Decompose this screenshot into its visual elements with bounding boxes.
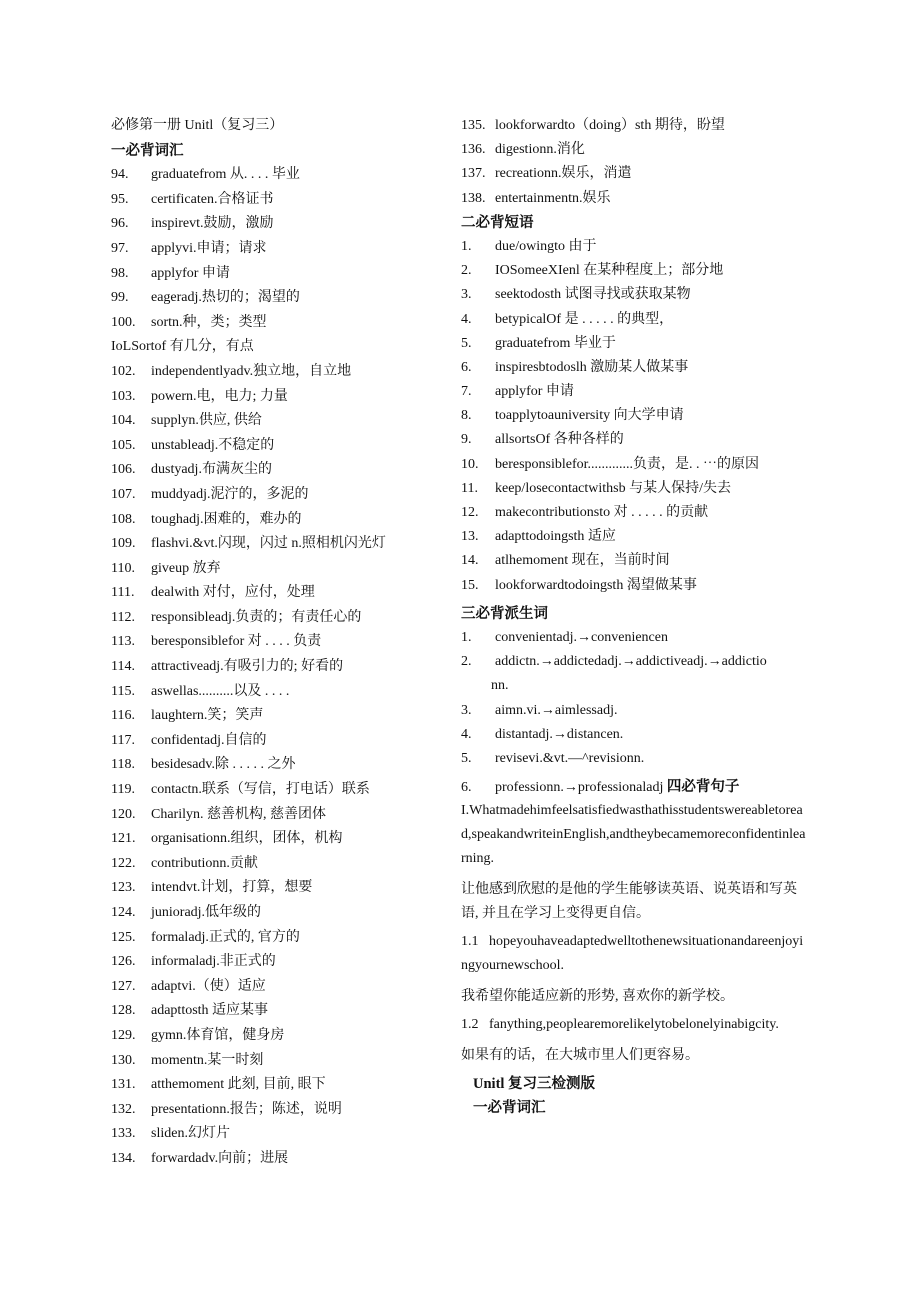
- item-number: 1.: [461, 629, 472, 645]
- list-item: [111, 1122, 446, 1147]
- list-item: [111, 999, 446, 1024]
- list-item: [461, 187, 806, 211]
- item-text: responsibleadj.负责的；有责任心的: [151, 609, 362, 625]
- list-item: [111, 335, 446, 360]
- item-text: sliden.幻灯片: [151, 1126, 230, 1142]
- item-text: muddyadj.泥泞的，多泥的: [151, 486, 309, 502]
- list-item: [111, 508, 446, 533]
- item-number: 95.: [111, 191, 129, 207]
- list-item: [461, 747, 806, 771]
- item-number: 114.: [111, 659, 135, 675]
- list-item: [461, 674, 806, 698]
- sentence-2-text: hopeyouhaveadaptedwelltothenewsituationandareenjoyingyournewschool.: [461, 934, 804, 974]
- item-number: 6.: [461, 780, 472, 796]
- item-text: applyfor 申请: [151, 265, 230, 281]
- item-number: 135.: [461, 118, 486, 133]
- list-item: [461, 332, 806, 356]
- item-text: dustyadj.布满灰尘的: [151, 462, 272, 478]
- item-text: distantadj.→distancen.: [495, 726, 624, 742]
- list-item: [461, 162, 806, 186]
- vocabulary-list-continued: [461, 114, 806, 211]
- list-item: [111, 1024, 446, 1049]
- list-item: [111, 901, 446, 926]
- section-heading-phrases: 二必背短语: [461, 214, 534, 231]
- test-version-title: Unitl 复习三检测版: [473, 1076, 596, 1093]
- item-text: seektodosth 试图寻找或获取某物: [495, 287, 691, 303]
- item-number: 99.: [111, 290, 129, 306]
- item-number: 124.: [111, 905, 136, 920]
- item-number: 96.: [111, 216, 129, 232]
- list-item: [111, 360, 446, 385]
- item-text: besidesadv.除 . . . . . 之外: [151, 757, 296, 773]
- item-number: 129.: [111, 1027, 136, 1043]
- item-text: unstableadj.不稳定的: [151, 437, 275, 453]
- item-number: 111.: [111, 585, 135, 601]
- list-item: [111, 753, 446, 778]
- item-number: 3.: [461, 702, 472, 718]
- item-number: 9.: [461, 432, 472, 448]
- item-number: 112.: [111, 609, 135, 625]
- left-column: [111, 114, 446, 1172]
- item-number: 2.: [461, 654, 472, 670]
- item-text: adapttosth 适应某事: [151, 1003, 269, 1019]
- item-number: 14.: [461, 553, 479, 569]
- list-item: [461, 626, 806, 650]
- right-column: [461, 114, 806, 1121]
- item-number: 11.: [461, 480, 478, 496]
- list-item: [461, 356, 806, 380]
- item-text: formaladj.正式的, 官方的: [151, 929, 300, 945]
- item-text: presentationn.报告；陈述，说明: [151, 1101, 342, 1117]
- item-number: 3.: [461, 287, 472, 303]
- item-number: 6.: [461, 359, 472, 375]
- item-number: 10.: [461, 456, 479, 472]
- item-number: 125.: [111, 929, 136, 945]
- list-item: [111, 483, 446, 508]
- sentence-1-english: I.Whatmadehimfeelsatisfiedwasthathisstudentswereabletoread,speakandwriteinEnglish,andtheybecamemoreconfidentinlearning.: [461, 803, 806, 867]
- item-text: professionn.→professionaladj: [495, 780, 664, 796]
- list-item: [461, 428, 806, 452]
- list-item: [111, 655, 446, 680]
- sentence-3-number: 1.2: [461, 1017, 479, 1033]
- list-item: [111, 385, 446, 410]
- item-text: IOSomeeXIenl 在某种程度上；部分地: [495, 263, 724, 279]
- list-item: [111, 975, 446, 1000]
- sentence-2-english: [461, 930, 806, 978]
- item-number: 133.: [111, 1126, 136, 1142]
- sentence-2-chinese: 我希望你能适应新的形势, 喜欢你的新学校。: [461, 989, 734, 1005]
- list-item: [111, 237, 446, 262]
- list-item: [111, 606, 446, 631]
- list-item: [461, 699, 806, 723]
- item-text: independentlyadv.独立地，自立地: [151, 363, 352, 379]
- list-item: [111, 729, 446, 754]
- item-text: atlhemoment 现在，当前时间: [495, 553, 670, 569]
- item-text: dealwith 对付，应付，处理: [151, 585, 315, 601]
- item-text: aswellas..........以及 . . . .: [151, 683, 290, 699]
- item-text: applyvi.申请；请求: [151, 240, 267, 256]
- list-item: [461, 525, 806, 549]
- item-text: organisationn.组织，团体，机构: [151, 831, 343, 847]
- item-number: 2.: [461, 263, 472, 279]
- item-text: giveup 放弃: [151, 560, 221, 576]
- item-number: 137.: [461, 166, 486, 182]
- list-item: [111, 803, 446, 828]
- item-number: 7.: [461, 384, 472, 400]
- list-item: [461, 775, 806, 799]
- document-title: 必修第一册 Unitl（复习三）: [111, 118, 284, 133]
- list-item: [111, 778, 446, 803]
- list-item: [111, 188, 446, 213]
- item-number: 138.: [461, 190, 486, 206]
- item-text: makecontributionsto 对 . . . . . 的贡献: [495, 505, 709, 520]
- list-item: [111, 557, 446, 582]
- item-text: recreationn.娱乐，消遣: [495, 166, 632, 182]
- item-number: 103.: [111, 388, 136, 404]
- list-item: [461, 453, 806, 477]
- list-item: [111, 1098, 446, 1123]
- list-item: [111, 827, 446, 852]
- item-number: 4.: [461, 726, 472, 742]
- list-item: [111, 434, 446, 459]
- item-text: convenientadj.→conveniencen: [495, 629, 668, 645]
- list-item: [461, 308, 806, 332]
- item-text: powern.电，电力; 力量: [151, 388, 288, 404]
- item-number: 12.: [461, 505, 479, 520]
- list-item: [111, 212, 446, 237]
- item-number: 97.: [111, 240, 129, 256]
- item-number: 105.: [111, 437, 136, 453]
- section-heading-sentences: 四必背句子: [666, 779, 740, 796]
- derived-word-list: [461, 626, 806, 771]
- item-text: adapttodoingsth 适应: [495, 529, 616, 545]
- item-text: graduatefrom 毕业于: [495, 335, 616, 351]
- item-text: due/owingto 由于: [495, 238, 597, 254]
- item-text: nn.: [491, 678, 509, 694]
- list-item: [461, 404, 806, 428]
- item-text: inspiresbtodoslh 激励某人做某事: [495, 359, 689, 375]
- item-number: 118.: [111, 757, 135, 773]
- item-text: Charilyn. 慈善机构, 慈善团体: [151, 806, 326, 822]
- item-text: IoLSortof 有几分，有点: [111, 339, 254, 355]
- list-item: [111, 630, 446, 655]
- item-text: toapplytoauniversity 向大学申请: [495, 408, 684, 424]
- item-text: sortn.种，类；类型: [151, 314, 267, 330]
- item-text: addictn.→addictedadj.→addictiveadj.→addictio: [495, 654, 767, 670]
- item-text: inspirevt.鼓励，激励: [151, 216, 274, 232]
- item-number: 100.: [111, 314, 136, 330]
- item-number: 116.: [111, 708, 135, 724]
- list-item: [461, 259, 806, 283]
- item-number: 123.: [111, 880, 136, 896]
- list-item: [111, 926, 446, 951]
- item-number: 106.: [111, 462, 136, 478]
- item-number: 131.: [111, 1077, 136, 1093]
- item-number: 108.: [111, 511, 136, 527]
- list-item: [111, 876, 446, 901]
- item-text: entertainmentn.娱乐: [495, 190, 611, 206]
- item-text: contributionn.贡献: [151, 855, 258, 871]
- item-number: 8.: [461, 408, 472, 424]
- item-number: 127.: [111, 978, 136, 994]
- item-number: 104.: [111, 413, 136, 429]
- list-item: [111, 1073, 446, 1098]
- section-heading-vocabulary: 一必背词汇: [111, 142, 184, 159]
- item-text: aimn.vi.→aimlessadj.: [495, 702, 618, 718]
- sentence-2-number: 1.1: [461, 934, 479, 950]
- item-number: 5.: [461, 335, 472, 351]
- item-text: informaladj.非正式的: [151, 954, 276, 970]
- item-text: allsortsOf 各种各样的: [495, 432, 624, 448]
- item-text: beresponsiblefor 对 . . . . 负责: [151, 634, 322, 650]
- item-text: confidentadj.自信的: [151, 732, 267, 748]
- sentence-3-text: fanything,peoplearemorelikelytobelonelyinabigcity.: [489, 1017, 779, 1033]
- item-number: 113.: [111, 634, 135, 650]
- item-number: 122.: [111, 855, 136, 871]
- item-text: intendvt.计划，打算，想要: [151, 880, 313, 896]
- section-heading-test-vocabulary: 一必背词汇: [473, 1100, 546, 1117]
- list-item: [111, 286, 446, 311]
- list-item: [461, 650, 806, 674]
- list-item: [461, 723, 806, 747]
- list-item: [111, 1049, 446, 1074]
- sentence-1-chinese: 让他感到欣慰的是他的学生能够读英语、说英语和写英语, 并且在学习上变得更自信。: [461, 882, 797, 922]
- item-number: 110.: [111, 560, 135, 576]
- item-number: 121.: [111, 831, 136, 847]
- item-text: atthemoment 此刻, 目前, 眼下: [151, 1077, 326, 1093]
- item-number: 136.: [461, 142, 486, 158]
- item-text: eageradj.热切的；渴望的: [151, 290, 300, 306]
- list-item: [111, 950, 446, 975]
- item-number: 115.: [111, 683, 135, 699]
- item-text: adaptvi.（使）适应: [151, 978, 266, 994]
- list-item: [111, 1147, 446, 1172]
- list-item: [461, 501, 806, 525]
- list-item: [111, 532, 446, 557]
- list-item: [111, 852, 446, 877]
- item-text: certificaten.合格证书: [151, 191, 274, 207]
- list-item: [461, 549, 806, 573]
- list-item: [461, 574, 806, 598]
- item-text: flashvi.&vt.闪现，闪过 n.照相机闪光灯: [151, 536, 386, 552]
- item-number: 4.: [461, 311, 472, 327]
- item-text: junioradj.低年级的: [151, 905, 262, 920]
- item-text: applyfor 申请: [495, 384, 574, 400]
- item-text: lookforwardto（doing）sth 期待，盼望: [495, 118, 725, 133]
- list-item: [111, 262, 446, 287]
- item-number: 119.: [111, 782, 135, 798]
- sentence-3-english: [461, 1013, 806, 1037]
- item-text: revisevi.&vt.—^revisionn.: [495, 750, 645, 766]
- sentence-3-chinese: 如果有的话，在大城市里人们更容易。: [461, 1048, 699, 1064]
- list-item: [111, 581, 446, 606]
- item-number: 130.: [111, 1052, 136, 1068]
- item-number: 5.: [461, 750, 472, 766]
- list-item: [461, 283, 806, 307]
- item-number: 102.: [111, 363, 136, 379]
- item-number: 117.: [111, 732, 135, 748]
- item-text: betypicalOf 是 . . . . . 的典型，: [495, 311, 674, 327]
- item-number: 134.: [111, 1150, 136, 1166]
- list-item: [461, 380, 806, 404]
- item-number: 126.: [111, 954, 136, 970]
- item-text: attractiveadj.有吸引力的; 好看的: [151, 659, 344, 675]
- item-number: 94.: [111, 167, 129, 183]
- vocabulary-list: [111, 163, 446, 1171]
- item-text: lookforwardtodoingsth 渴望做某事: [495, 577, 697, 593]
- item-number: 128.: [111, 1003, 136, 1019]
- list-item: [461, 235, 806, 259]
- item-number: 107.: [111, 486, 136, 502]
- list-item: [461, 477, 806, 501]
- section-heading-derived-words: 三必背派生词: [461, 605, 548, 622]
- list-item: [461, 138, 806, 162]
- item-number: 132.: [111, 1101, 136, 1117]
- list-item: [111, 409, 446, 434]
- item-text: digestionn.消化: [495, 142, 585, 158]
- item-text: graduatefrom 从. . . . 毕业: [151, 167, 300, 183]
- item-text: beresponsiblefor.............负责，是. . ⋯的原因: [495, 456, 760, 472]
- item-text: forwardadv.向前；进展: [151, 1150, 289, 1166]
- list-item: [111, 311, 446, 336]
- item-number: 120.: [111, 806, 136, 822]
- item-text: gymn.体育馆，健身房: [151, 1027, 285, 1043]
- item-number: 13.: [461, 529, 479, 545]
- item-number: 98.: [111, 265, 129, 281]
- list-item: [111, 163, 446, 188]
- list-item: [111, 458, 446, 483]
- item-text: contactn.联系（写信，打电话）联系: [151, 782, 370, 798]
- item-number: 109.: [111, 536, 136, 552]
- item-text: supplyn.供应, 供给: [151, 413, 262, 429]
- item-text: toughadj.困难的，难办的: [151, 511, 302, 527]
- item-text: laughtern.笑；笑声: [151, 708, 264, 724]
- item-number: 1.: [461, 238, 472, 254]
- phrase-list: [461, 235, 806, 598]
- item-text: keep/losecontactwithsb 与某人保持/失去: [495, 480, 732, 496]
- list-item: [111, 704, 446, 729]
- list-item: [111, 680, 446, 705]
- item-text: momentn.某一时刻: [151, 1052, 264, 1068]
- list-item: [461, 114, 806, 138]
- item-number: 15.: [461, 577, 479, 593]
